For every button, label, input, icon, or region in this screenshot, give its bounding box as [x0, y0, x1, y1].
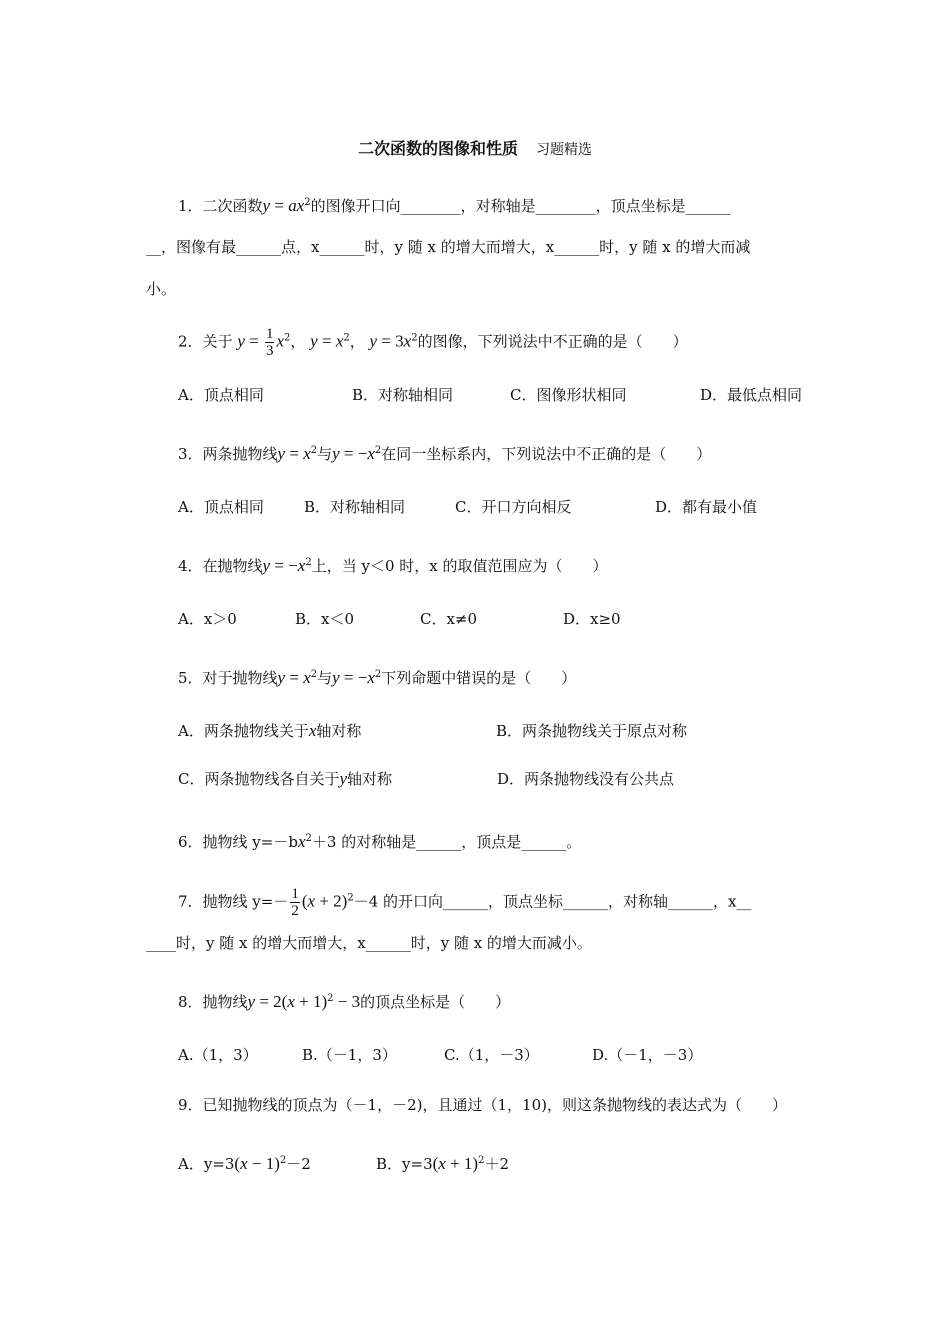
- q3-option-c: C．开口方向相反: [455, 498, 572, 516]
- q4-option-c: C．x≠0: [420, 610, 478, 628]
- q5-option-c: C．两条抛物线各自关于y轴对称: [178, 769, 393, 788]
- q2-option-b: B．对称轴相同: [352, 386, 454, 404]
- title-main: 二次函数的图像和性质: [357, 139, 518, 158]
- q3-option-d: D．都有最小值: [655, 498, 758, 516]
- page-title: [0, 136, 950, 159]
- q9-option-a: A．$y=3(x - 1)^2-2$: [178, 1154, 311, 1173]
- q7-line1: 7．抛物线 y=－ $\frac{1}{2}$ $(x + 2)^2-4$ 的开口向______，顶点坐标______，对称轴______，x__: [178, 886, 752, 919]
- q9-stem: 9．已知抛物线的顶点为（－1，－2)，且通过（1，10)，则这条抛物线的表达式为（ ）: [178, 1096, 787, 1114]
- q1-line2: __，图像有最______点，x______时，y 随 x 的增大而增大，x______时，y 随 x 的增大而减: [146, 238, 751, 256]
- q5-option-a: A．两条抛物线关于x轴对称: [178, 721, 362, 740]
- q2-option-d: D．最低点相同: [700, 386, 803, 404]
- q9-option-b: B．$y=3(x + 1)^2+2$: [376, 1154, 509, 1173]
- q1-line3: 小。: [146, 280, 177, 298]
- q4-option-d: D．x≥0: [563, 610, 621, 628]
- q4-option-b: B．x＜0: [295, 610, 355, 628]
- q6-stem: 6．抛物线 $y=-bx^2+3$ 的对称轴是______，顶点是______。: [178, 832, 582, 851]
- q8-stem: 8．抛物线$y = 2(x + 1)^2 - 3$的顶点坐标是（ ）: [178, 992, 511, 1011]
- q8-option-b: B.（－1，3）: [302, 1046, 397, 1064]
- q5-stem: 5．对于抛物线$y = x^2$与$y = -x^2$下列命题中错误的是（ ）: [178, 668, 577, 687]
- fraction-one-half: $\frac{1}{2}$: [291, 886, 299, 919]
- q3-stem: 3．两条抛物线$y = x^2$与$y = -x^2$在同一坐标系内，下列说法中不正确的是（ ）: [178, 444, 712, 463]
- q2-option-a: A．顶点相同: [178, 386, 264, 404]
- q8-option-c: C.（1，－3）: [444, 1046, 539, 1064]
- q5-option-d: D．两条抛物线没有公共点: [497, 770, 675, 788]
- q5-option-b: B．两条抛物线关于原点对称: [496, 722, 688, 740]
- q3-option-a: A．顶点相同: [178, 498, 264, 516]
- q2-option-c: C．图像形状相同: [510, 386, 627, 404]
- q4-stem: 4．在抛物线$y = -x^2$上，当 y＜0 时，x 的取值范围应为（ ）: [178, 556, 608, 575]
- title-sub: 习题精选: [536, 142, 592, 158]
- q3-option-b: B．对称轴相同: [304, 498, 406, 516]
- q7-line2: ____时，y 随 x 的增大而增大，x______时，y 随 x 的增大而减小。: [146, 934, 592, 952]
- q1-line1: 1．二次函数$y = ax^2$的图像开口向________，对称轴是________，顶点坐标是______: [178, 196, 731, 215]
- q8-option-d: D.（－1，－3）: [592, 1046, 703, 1064]
- q4-option-a: A．x＞0: [178, 610, 237, 628]
- q2-stem: 2．关于 y = $\frac{1}{3}$ $x^2$， $y = x^2$， $y = 3x^2$的图像，下列说法中不正确的是（ ）: [178, 326, 688, 359]
- q8-option-a: A.（1，3）: [178, 1046, 258, 1064]
- fraction-one-third: $\frac{1}{3}$: [265, 326, 274, 359]
